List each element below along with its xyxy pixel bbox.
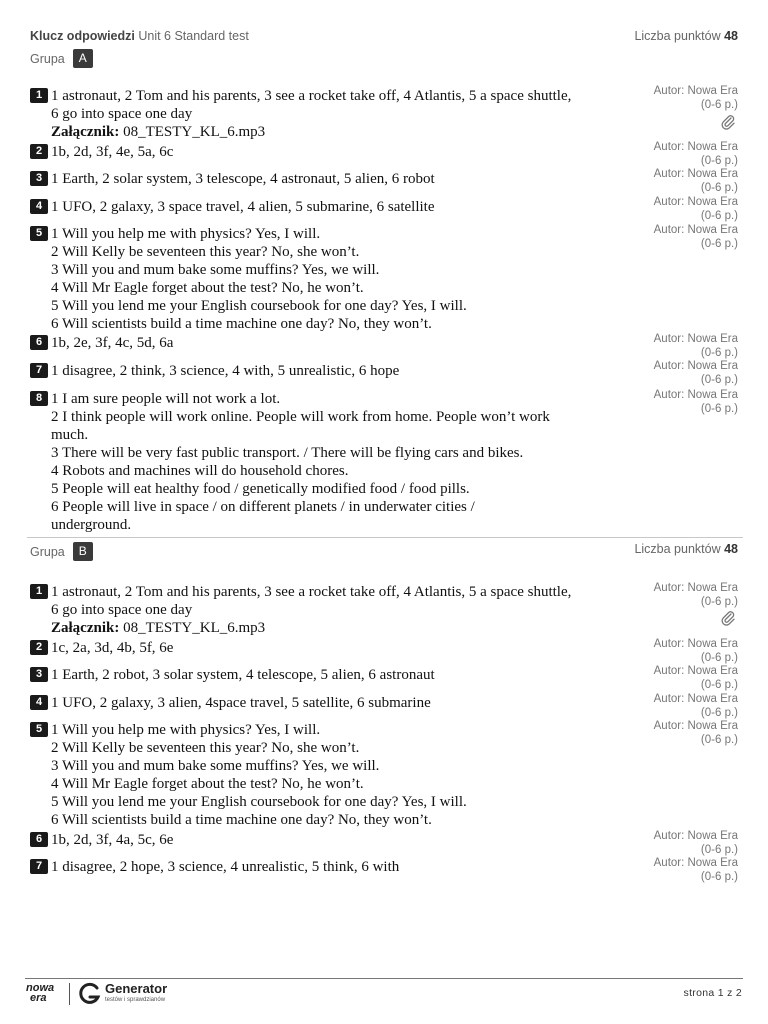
- group-badge: B: [73, 542, 93, 561]
- author-name: Autor: Nowa Era: [653, 857, 738, 869]
- author-info: [618, 720, 738, 747]
- points-value: 48: [724, 29, 738, 43]
- points-range: (0-6 p.): [700, 733, 738, 746]
- question-number-badge: 8: [30, 391, 48, 406]
- points-range: (0-6 p.): [700, 843, 738, 856]
- generator-tagline: testów i sprawdzianów: [105, 997, 166, 1003]
- answer-text: [51, 334, 630, 352]
- answer-item: [30, 831, 630, 849]
- answer-item: [30, 362, 630, 380]
- answer-line: 5 Will you lend me your English coursebook for one day? Yes, I will.: [51, 794, 467, 810]
- author-name: Autor: Nowa Era: [653, 196, 738, 208]
- answer-line: 4 Will Mr Eagle forget about the test? No, he won’t.: [51, 280, 364, 296]
- author-name: Autor: Nowa Era: [653, 141, 738, 153]
- author-name: Autor: Nowa Era: [653, 665, 738, 677]
- author-info: [618, 141, 738, 168]
- author-name: Autor: Nowa Era: [653, 224, 738, 236]
- answer-line: much.: [51, 427, 89, 443]
- points-range: (0-6 p.): [700, 595, 738, 608]
- answer-text: [51, 362, 630, 380]
- author-name: Autor: Nowa Era: [653, 389, 738, 401]
- answer-item: [30, 858, 630, 876]
- author-name: Autor: Nowa Era: [653, 582, 738, 594]
- group-a-header: [30, 49, 93, 68]
- answer-item: [30, 390, 630, 534]
- points-range: (0-6 p.): [700, 651, 738, 664]
- author-info: [618, 582, 738, 609]
- author-name: Autor: Nowa Era: [653, 360, 738, 372]
- author-info: [618, 85, 738, 112]
- answer-line: 1 Will you help me with physics? Yes, I will.: [51, 722, 321, 738]
- points-range: (0-6 p.): [700, 678, 738, 691]
- answer-text: [51, 225, 630, 333]
- answer-line: 4 Robots and machines will do household chores.: [51, 463, 349, 479]
- points-range: (0-6 p.): [700, 402, 738, 415]
- author-info: [618, 360, 738, 387]
- author-name: Autor: Nowa Era: [653, 830, 738, 842]
- group-b-points: [634, 542, 738, 556]
- answer-line: 6 Will scientists build a time machine one day? No, they won’t.: [51, 812, 432, 828]
- points-range: (0-6 p.): [700, 346, 738, 359]
- paperclip-icon[interactable]: [720, 113, 738, 131]
- points-range: (0-6 p.): [700, 870, 738, 883]
- generator-name: Generator: [105, 981, 168, 996]
- group-divider: [27, 537, 743, 538]
- author-name: Autor: Nowa Era: [653, 168, 738, 180]
- author-name: Autor: Nowa Era: [653, 720, 738, 732]
- answer-line: 3 Will you and mum bake some muffins? Yes, we will.: [51, 758, 380, 774]
- answer-item: [30, 721, 630, 829]
- logo-separator: [69, 983, 70, 1005]
- question-number-badge: 2: [30, 144, 48, 159]
- attachment-label: Załącznik:: [51, 124, 120, 140]
- attachment-line: [51, 619, 630, 637]
- answer-item: [30, 170, 630, 188]
- answer-text: [51, 721, 630, 829]
- points-value: 48: [724, 542, 738, 556]
- generator-logo: [78, 982, 188, 1008]
- answer-line: 1b, 2e, 3f, 4c, 5d, 6a: [51, 335, 174, 351]
- answer-line: 1c, 2a, 3d, 4b, 5f, 6e: [51, 640, 174, 656]
- group-b-header: [30, 542, 93, 561]
- answer-text: [51, 170, 630, 188]
- answer-line: 2 Will Kelly be seventeen this year? No, she won’t.: [51, 740, 360, 756]
- question-number-badge: 3: [30, 171, 48, 186]
- answer-line: 1 I am sure people will not work a lot.: [51, 391, 281, 407]
- total-points: [634, 29, 738, 43]
- author-info: [618, 638, 738, 665]
- answer-text: [51, 694, 630, 712]
- document-title: [30, 29, 249, 43]
- answer-line: 5 Will you lend me your English coursebook for one day? Yes, I will.: [51, 298, 467, 314]
- question-number-badge: 6: [30, 335, 48, 350]
- group-badge: A: [73, 49, 93, 68]
- answer-line: 3 There will be very fast public transport. / There will be flying cars and bikes.: [51, 445, 524, 461]
- author-info: [618, 196, 738, 223]
- answer-item: [30, 694, 630, 712]
- points-range: (0-6 p.): [700, 181, 738, 194]
- page-number: strona 1 z 2: [683, 987, 742, 999]
- attachment-line: [51, 123, 630, 141]
- answer-line: 1 disagree, 2 hope, 3 science, 4 unrealistic, 5 think, 6 with: [51, 859, 400, 875]
- answer-line: 6 People will live in space / on different planets / in underwater cities /: [51, 499, 475, 515]
- author-info: [618, 693, 738, 720]
- author-name: Autor: Nowa Era: [653, 638, 738, 650]
- points-range: (0-6 p.): [700, 706, 738, 719]
- question-number-badge: 7: [30, 363, 48, 378]
- question-number-badge: 5: [30, 226, 48, 241]
- title-rest: Unit 6 Standard test: [138, 29, 249, 43]
- answer-line: 1 Will you help me with physics? Yes, I will.: [51, 226, 321, 242]
- generator-g-icon: [78, 982, 102, 1006]
- question-number-badge: 1: [30, 584, 48, 599]
- answer-line: 5 People will eat healthy food / genetically modified food / food pills.: [51, 481, 470, 497]
- author-info: [618, 333, 738, 360]
- answer-text: [51, 858, 630, 876]
- answer-line: 3 Will you and mum bake some muffins? Yes, we will.: [51, 262, 380, 278]
- answer-item: [30, 225, 630, 333]
- answer-line: 1 Earth, 2 solar system, 3 telescope, 4 astronaut, 5 alien, 6 robot: [51, 171, 435, 187]
- author-name: Autor: Nowa Era: [653, 693, 738, 705]
- question-number-badge: 5: [30, 722, 48, 737]
- answer-line: 1 UFO, 2 galaxy, 3 alien, 4space travel, 5 satellite, 6 submarine: [51, 695, 431, 711]
- points-range: (0-6 p.): [700, 98, 738, 111]
- answer-item: [30, 334, 630, 352]
- answer-line: 6 go into space one day: [51, 106, 193, 122]
- attachment-file[interactable]: 08_TESTY_KL_6.mp3: [123, 124, 266, 140]
- answer-line: 1 Earth, 2 robot, 3 solar system, 4 telescope, 5 alien, 6 astronaut: [51, 667, 435, 683]
- points-range: (0-6 p.): [700, 209, 738, 222]
- points-range: (0-6 p.): [700, 237, 738, 250]
- group-label: Grupa: [30, 51, 65, 66]
- author-info: [618, 665, 738, 692]
- question-number-badge: 2: [30, 640, 48, 655]
- answer-line: 1b, 2d, 3f, 4e, 5a, 6c: [51, 144, 174, 160]
- points-range: (0-6 p.): [700, 154, 738, 167]
- paperclip-icon[interactable]: [720, 609, 738, 627]
- answer-line: 1 astronaut, 2 Tom and his parents, 3 see a rocket take off, 4 Atlantis, 5 a space shuttle,: [51, 584, 572, 600]
- question-number-badge: 6: [30, 832, 48, 847]
- document-header: [30, 29, 738, 45]
- answer-item: [30, 143, 630, 161]
- group-label: Grupa: [30, 544, 65, 559]
- answer-line: 1b, 2d, 3f, 4a, 5c, 6e: [51, 832, 174, 848]
- question-number-badge: 4: [30, 199, 48, 214]
- answer-text: [51, 831, 630, 849]
- answer-text: [51, 87, 630, 141]
- question-number-badge: 1: [30, 88, 48, 103]
- title-bold: Klucz odpowiedzi: [30, 29, 135, 43]
- author-name: Autor: Nowa Era: [653, 85, 738, 97]
- answer-item: [30, 639, 630, 657]
- answer-item: [30, 583, 630, 637]
- author-info: [618, 389, 738, 416]
- points-label: Liczba punktów: [634, 542, 721, 556]
- answer-line: 6 Will scientists build a time machine one day? No, they won’t.: [51, 316, 432, 332]
- answer-item: [30, 198, 630, 216]
- author-name: Autor: Nowa Era: [653, 333, 738, 345]
- answer-line: 2 I think people will work online. People will work from home. People won’t work: [51, 409, 550, 425]
- answer-text: [51, 639, 630, 657]
- attachment-label: Załącznik:: [51, 620, 120, 636]
- author-info: [618, 224, 738, 251]
- answer-line: 1 astronaut, 2 Tom and his parents, 3 see a rocket take off, 4 Atlantis, 5 a space shuttle,: [51, 88, 572, 104]
- points-label: Liczba punktów: [634, 29, 721, 43]
- attachment-file[interactable]: 08_TESTY_KL_6.mp3: [123, 620, 266, 636]
- answer-line: underground.: [51, 517, 132, 533]
- answer-text: [51, 583, 630, 637]
- answer-line: 1 disagree, 2 think, 3 science, 4 with, 5 unrealistic, 6 hope: [51, 363, 400, 379]
- answer-text: [51, 198, 630, 216]
- nowa-era-logo: nowa era: [26, 982, 55, 1004]
- answer-line: 1 UFO, 2 galaxy, 3 space travel, 4 alien, 5 submarine, 6 satellite: [51, 199, 435, 215]
- question-number-badge: 4: [30, 695, 48, 710]
- answer-text: [51, 666, 630, 684]
- answer-line: 6 go into space one day: [51, 602, 193, 618]
- footer-divider: [25, 978, 743, 979]
- author-info: [618, 857, 738, 884]
- author-info: [618, 168, 738, 195]
- question-number-badge: 7: [30, 859, 48, 874]
- answer-line: 2 Will Kelly be seventeen this year? No, she won’t.: [51, 244, 360, 260]
- answer-item: [30, 666, 630, 684]
- answer-text: [51, 143, 630, 161]
- answer-text: [51, 390, 630, 534]
- answer-line: 4 Will Mr Eagle forget about the test? No, he won’t.: [51, 776, 364, 792]
- answer-item: [30, 87, 630, 141]
- question-number-badge: 3: [30, 667, 48, 682]
- author-info: [618, 830, 738, 857]
- points-range: (0-6 p.): [700, 373, 738, 386]
